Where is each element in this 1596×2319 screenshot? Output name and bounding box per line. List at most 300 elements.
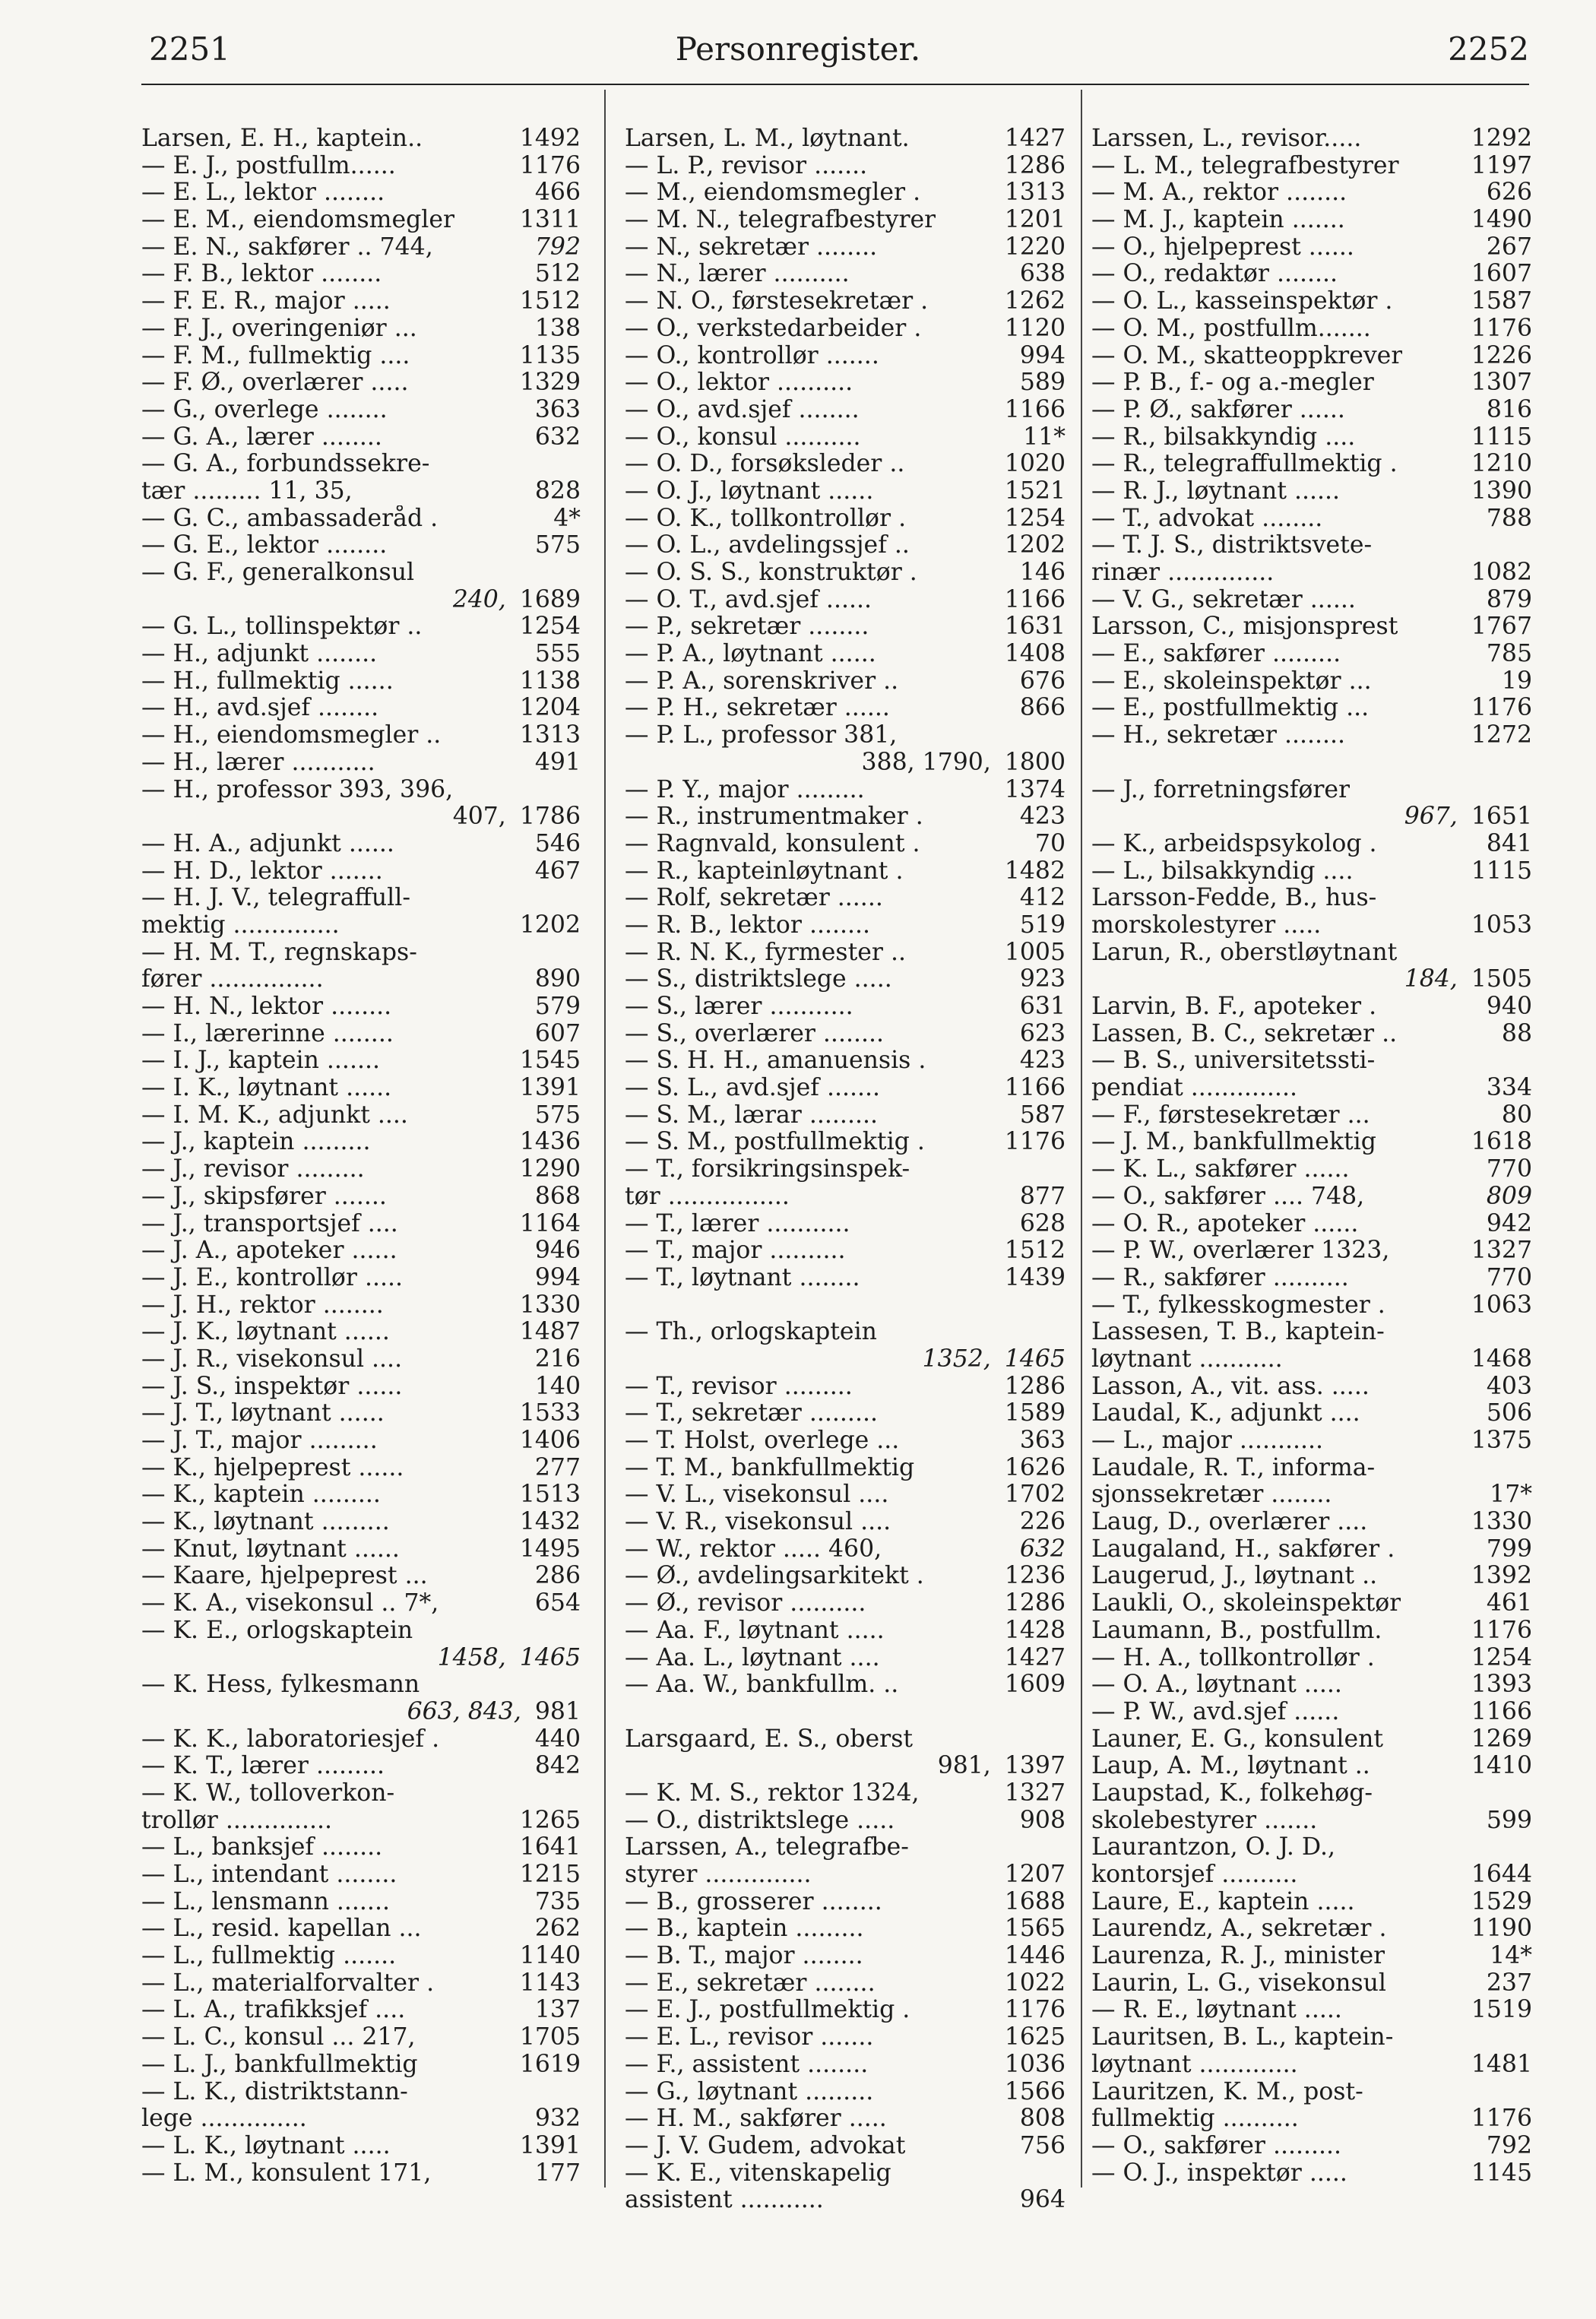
register-entry	[1091, 1943, 1532, 1970]
entry-text: — G. L., tollinspektør ..	[141, 613, 423, 641]
entry-page: 1702	[1004, 1481, 1066, 1509]
register-entry	[625, 559, 1066, 587]
entry-text: — I. K., løytnant ......	[141, 1075, 392, 1102]
entry-page: 676	[1019, 667, 1066, 695]
entry-text: — M. J., kaptein .......	[1091, 207, 1345, 234]
entry-text: — R. J., løytnant ......	[1091, 477, 1341, 505]
register-entry	[141, 261, 581, 288]
entry-text: — I. M. K., adjunkt ....	[141, 1101, 408, 1129]
register-entry	[141, 1319, 581, 1346]
register-entry	[1091, 2051, 1532, 2079]
entry-text: — Ragnvald, konsulent .	[625, 830, 920, 857]
entry-text: — O., sakfører .........	[1091, 2132, 1342, 2159]
left-page-number: 2251	[149, 30, 230, 68]
register-entry	[625, 2105, 1066, 2133]
entry-text: — B., grosserer ........	[625, 1888, 882, 1915]
entry-text: — N. O., førstesekretær .	[625, 288, 929, 315]
entry-text: 388, 1790,	[861, 749, 991, 776]
entry-page: 866	[1019, 694, 1066, 722]
entry-text: — J. M., bankfullmektig	[1091, 1129, 1376, 1156]
entry-page: 519	[1019, 911, 1066, 939]
entry-text: — L., lensmann .......	[141, 1888, 390, 1915]
register-entry	[625, 369, 1066, 397]
entry-text: — G. E., lektor ........	[141, 532, 388, 559]
entry-page: 1519	[1471, 1996, 1532, 2024]
entry-page: 770	[1486, 1155, 1532, 1183]
entry-page: 1390	[1471, 477, 1532, 505]
entry-page: 799	[1486, 1535, 1532, 1563]
register-entry	[141, 1047, 581, 1075]
entry-page: 1053	[1471, 911, 1532, 939]
entry-text: tør ................	[625, 1183, 790, 1210]
register-entry	[1091, 939, 1532, 967]
entry-text: — K. M. S., rektor 1324,	[625, 1779, 920, 1807]
entry-text: Larssen, A., telegrafbe-	[625, 1834, 909, 1861]
entry-page: 1082	[1471, 559, 1532, 586]
register-entry	[625, 1265, 1066, 1292]
register-entry	[625, 1807, 1066, 1835]
register-entry	[1091, 2079, 1532, 2106]
entry-page: 1022	[1004, 1969, 1066, 1997]
entry-page: 1262	[1004, 287, 1066, 315]
register-entry	[1091, 1509, 1532, 1536]
register-entry	[1091, 1211, 1532, 1238]
register-entry	[625, 831, 1066, 858]
entry-text: — L., major ...........	[1091, 1427, 1324, 1454]
entry-text: — K. K., laboratoriesjef .	[141, 1725, 440, 1753]
entry-text: Lassesen, T. B., kaptein-	[1091, 1319, 1385, 1346]
entry-text: — B. T., major ........	[625, 1943, 863, 1970]
register-entry	[141, 1509, 581, 1536]
entry-text: — S., overlærer ........	[625, 1020, 885, 1047]
entry-page: 868	[534, 1182, 581, 1210]
entry-text: Laupstad, K., folkehøg-	[1091, 1779, 1373, 1807]
entry-page: 1166	[1004, 395, 1066, 423]
register-entry	[1091, 559, 1532, 587]
register-entry	[625, 1889, 1066, 1916]
entry-text: — H., eiendomsmegler ..	[141, 722, 442, 749]
register-entry	[141, 2079, 581, 2106]
entry-page: 879	[1486, 585, 1532, 613]
register-entry	[141, 777, 581, 804]
entry-text: — O., lektor ..........	[625, 369, 853, 397]
register-entry	[141, 1346, 581, 1373]
register-entry	[141, 1021, 581, 1048]
entry-text: — P., sekretær ........	[625, 613, 869, 641]
register-entry	[141, 803, 581, 831]
register-entry	[1091, 207, 1532, 234]
entry-page: 1210	[1471, 450, 1532, 478]
entry-text: fullmektig ..........	[1091, 2105, 1299, 2133]
entry-text: — H. N., lektor ........	[141, 993, 392, 1020]
register-entry	[1091, 1671, 1532, 1699]
register-entry	[1091, 125, 1532, 153]
entry-text: — H., professor 393, 396,	[141, 776, 454, 803]
entry-text: — I., lærerinne ........	[141, 1020, 394, 1047]
register-entry	[141, 234, 581, 261]
entry-text: assistent ...........	[625, 2187, 824, 2214]
register-entry	[141, 1889, 581, 1916]
entry-page: 1436	[519, 1128, 581, 1156]
register-entry	[625, 912, 1066, 939]
entry-page: 1197	[1471, 151, 1532, 179]
entry-text: — H., lærer ...........	[141, 749, 375, 776]
entry-page: 1286	[1004, 1372, 1066, 1400]
register-entry	[1091, 1915, 1532, 1943]
entry-text: — M. A., rektor ........	[1091, 179, 1347, 207]
register-entry	[1091, 1319, 1532, 1346]
entry-text: — O. S. S., konstruktør .	[625, 559, 917, 586]
entry-page: 1428	[1004, 1616, 1066, 1644]
register-entry	[1091, 695, 1532, 722]
entry-text: Laup, A. M., løytnant ..	[1091, 1753, 1370, 1780]
register-entry	[141, 1265, 581, 1292]
entry-page: 1410	[1471, 1752, 1532, 1780]
entry-page: 841	[1486, 829, 1532, 857]
register-entry	[625, 1075, 1066, 1102]
entry-page: 1202	[1004, 531, 1066, 559]
register-entry	[1091, 1455, 1532, 1482]
register-entry	[1091, 1645, 1532, 1672]
entry-page: 1201	[1004, 206, 1066, 234]
register-entry	[141, 2051, 581, 2079]
entry-text: — O., hjelpeprest ......	[1091, 233, 1354, 261]
entry-text: Larsson-Fedde, B., hus-	[1091, 885, 1377, 912]
register-entry	[625, 1427, 1066, 1455]
entry-page: 1619	[519, 2050, 581, 2078]
entry-text: — E. M., eiendomsmegler	[141, 207, 455, 234]
register-entry	[625, 1373, 1066, 1401]
register-entry	[141, 858, 581, 885]
entry-page: 1393	[1471, 1671, 1532, 1699]
register-entry	[625, 125, 1066, 153]
header-rule	[141, 84, 1529, 85]
register-entry	[1091, 993, 1532, 1021]
entry-page: 1145	[1471, 2159, 1532, 2187]
entry-page: 216	[534, 1345, 581, 1373]
entry-text: — H., sekretær ........	[1091, 722, 1346, 749]
entry-text: — Aa. W., bankfullm. ..	[625, 1671, 899, 1699]
entry-page: 1307	[1471, 369, 1532, 397]
entry-text: — O., verkstedarbeider .	[625, 315, 922, 342]
entry-text: — K. E., vitenskapelig	[625, 2159, 891, 2187]
register-entry	[1091, 1726, 1532, 1754]
entry-text: — O. D., forsøksleder ..	[625, 451, 905, 478]
entry-text: — F. B., lektor ........	[141, 261, 382, 288]
entry-page: 1176	[1471, 694, 1532, 722]
entry-page: 890	[534, 965, 581, 993]
entry-text: — K. W., tolloverkon-	[141, 1779, 395, 1807]
register-entry	[1091, 1075, 1532, 1102]
register-entry	[1091, 1427, 1532, 1455]
entry-page: 816	[1486, 395, 1532, 423]
entry-page: 140	[534, 1372, 581, 1400]
register-entry	[1091, 1346, 1532, 1373]
register-entry	[141, 587, 581, 614]
entry-text: — K., løytnant .........	[141, 1509, 390, 1536]
entry-page: 599	[1486, 1806, 1532, 1834]
entry-text: Laudale, R. T., informa-	[1091, 1454, 1376, 1481]
entry-text: — R. B., lektor ........	[625, 911, 871, 939]
entry-text: — Kaare, hjelpeprest ...	[141, 1563, 428, 1590]
entry-page: 17*	[1490, 1481, 1532, 1509]
entry-page: 1120	[1004, 314, 1066, 342]
entry-text: — J., transportsjef ....	[141, 1210, 398, 1237]
entry-page: 1374	[1004, 775, 1066, 803]
entry-text: Larsen, L. M., løytnant.	[625, 125, 910, 152]
entry-text: Larsen, E. H., kaptein..	[141, 125, 423, 152]
entry-page: 1176	[1004, 1128, 1066, 1156]
entry-text: — H., fullmektig ......	[141, 667, 394, 695]
entry-text: 663, 843,	[407, 1698, 521, 1725]
register-entry	[141, 1427, 581, 1455]
register-entry	[1091, 749, 1532, 777]
register-entry	[625, 1183, 1066, 1211]
entry-text: 407,	[452, 803, 506, 831]
entry-text: — B. S., universitetssti-	[1091, 1047, 1376, 1075]
entry-page: 1254	[1004, 504, 1066, 532]
entry-text: — L., fullmektig .......	[141, 1943, 397, 1970]
register-entry	[625, 179, 1066, 207]
register-entry	[625, 1943, 1066, 1970]
register-entry	[141, 424, 581, 451]
entry-text: mektig ..............	[141, 911, 340, 939]
entry-page: 908	[1019, 1806, 1066, 1834]
entry-page: 1176	[519, 151, 581, 179]
register-entry	[625, 1156, 1066, 1183]
register-entry	[141, 2160, 581, 2188]
entry-text: fører ...............	[141, 966, 324, 993]
entry-page: 1166	[1004, 1074, 1066, 1102]
register-entry	[141, 1183, 581, 1211]
register-entry	[1091, 641, 1532, 668]
entry-text: — J., kaptein .........	[141, 1129, 371, 1156]
entry-page: 1327	[1004, 1779, 1066, 1807]
entry-page: 1651	[1471, 803, 1532, 831]
entry-text: kontorsjef ..........	[1091, 1861, 1298, 1888]
register-entry	[1091, 1563, 1532, 1590]
entry-page: 412	[1019, 884, 1066, 912]
register-entry	[141, 1861, 581, 1889]
register-entry	[141, 1129, 581, 1156]
entry-page: 1236	[1004, 1562, 1066, 1590]
register-entry	[141, 1753, 581, 1780]
register-entry	[141, 1563, 581, 1590]
entry-text: Laugaland, H., sakfører .	[1091, 1535, 1395, 1563]
register-entry	[1091, 1834, 1532, 1861]
entry-text: — E., sakfører .........	[1091, 641, 1341, 668]
entry-page: 628	[1019, 1209, 1066, 1237]
register-entry	[1091, 1047, 1532, 1075]
entry-page: 626	[1486, 179, 1532, 207]
entry-text: sjonssekretær ........	[1091, 1481, 1332, 1509]
entry-page: 1468	[1471, 1345, 1532, 1373]
entry-text: 1352,	[922, 1345, 991, 1373]
entry-page: 1313	[1004, 179, 1066, 207]
entry-text: — T., major ..........	[625, 1237, 846, 1265]
register-entry	[141, 153, 581, 180]
entry-page: 1432	[519, 1508, 581, 1536]
entry-text: — K., arbeidspsykolog .	[1091, 830, 1377, 857]
register-entry	[1091, 1617, 1532, 1645]
register-entry	[141, 695, 581, 722]
entry-page: 1513	[519, 1481, 581, 1509]
register-entry	[625, 1970, 1066, 1997]
entry-page: 808	[1019, 2105, 1066, 2133]
entry-text: — R., instrumentmaker .	[625, 803, 923, 831]
entry-page: 1135	[519, 341, 581, 369]
register-entry	[625, 587, 1066, 614]
entry-page: 423	[1019, 1047, 1066, 1075]
entry-text: — T., løytnant ........	[625, 1264, 860, 1291]
entry-text: Laugerud, J., løytnant ..	[1091, 1563, 1378, 1590]
entry-page: 267	[1486, 233, 1532, 261]
entry-text: — P. H., sekretær ......	[625, 695, 890, 722]
register-entry	[625, 315, 1066, 343]
register-entry	[1091, 912, 1532, 939]
entry-page: 1290	[519, 1155, 581, 1183]
entry-text: — T., lærer ...........	[625, 1210, 850, 1237]
register-entry	[141, 885, 581, 912]
register-entry	[141, 912, 581, 939]
entry-text: — O. R., apoteker ......	[1091, 1210, 1359, 1237]
entry-page: 1164	[519, 1209, 581, 1237]
register-entry	[141, 559, 581, 587]
entry-page: 1176	[1471, 1616, 1532, 1644]
entry-page: 1427	[1004, 125, 1066, 152]
entry-page: 1330	[519, 1291, 581, 1319]
register-entry	[1091, 831, 1532, 858]
entry-text: — J. R., visekonsul ....	[141, 1345, 403, 1373]
register-entry	[1091, 343, 1532, 370]
register-column-1	[141, 125, 581, 2187]
register-entry	[141, 1590, 581, 1617]
entry-page: 877	[1019, 1182, 1066, 1210]
entry-page: 1800	[1004, 748, 1066, 776]
entry-page: 1490	[1471, 206, 1532, 234]
entry-page: 607	[534, 1019, 581, 1047]
register-entry	[625, 641, 1066, 668]
entry-text: 1458,	[437, 1644, 506, 1671]
entry-text: — H. A., adjunkt ......	[141, 830, 394, 857]
entry-text: skolebestyrer .......	[1091, 1807, 1318, 1834]
register-entry	[141, 478, 581, 505]
entry-page: 942	[1486, 1209, 1532, 1237]
register-entry	[625, 1237, 1066, 1265]
register-entry	[1091, 261, 1532, 288]
entry-page: 1202	[519, 911, 581, 939]
entry-text: — L. K., løytnant .....	[141, 2132, 391, 2159]
entry-page: 842	[534, 1752, 581, 1780]
entry-page: 1220	[1004, 233, 1066, 261]
entry-page: 1607	[1471, 260, 1532, 288]
entry-text: — T. Holst, overlege ...	[625, 1427, 900, 1454]
entry-text: — P. L., professor 381,	[625, 722, 898, 749]
entry-text: pendiat ..............	[1091, 1075, 1297, 1102]
register-entry	[625, 1102, 1066, 1129]
register-column-2	[625, 125, 1066, 2214]
entry-text: — J. T., løytnant ......	[141, 1400, 385, 1427]
register-entry	[1091, 478, 1532, 505]
register-entry	[141, 1780, 581, 1807]
entry-text: Lauritzen, K. M., post-	[1091, 2078, 1363, 2105]
entry-text: — P. A., sorenskriver ..	[625, 667, 899, 695]
register-entry	[1091, 1481, 1532, 1509]
entry-text: 240,	[452, 586, 506, 613]
register-entry	[1091, 1536, 1532, 1563]
register-entry	[141, 722, 581, 749]
entry-text: — E., sekretær ........	[625, 1969, 876, 1997]
entry-text: — T., advokat ........	[1091, 505, 1323, 532]
entry-text: Larun, R., oberstløytnant	[1091, 939, 1398, 966]
entry-page: 1286	[1004, 1589, 1066, 1617]
entry-page: 1327	[1471, 1237, 1532, 1265]
entry-text: — Ø., avdelingsarkitekt .	[625, 1563, 924, 1590]
entry-page: 785	[1486, 640, 1532, 668]
entry-text: Laure, E., kaptein .....	[1091, 1888, 1355, 1915]
register-entry	[1091, 179, 1532, 207]
entry-text: — E. L., revisor .......	[625, 2024, 874, 2051]
entry-page: 467	[534, 857, 581, 885]
entry-page: 792	[534, 233, 581, 261]
entry-text: — O., konsul ..........	[625, 423, 861, 451]
entry-text: — H. D., lektor .......	[141, 857, 383, 885]
register-entry	[625, 885, 1066, 912]
register-entry	[1091, 397, 1532, 424]
entry-text: — T., revisor .........	[625, 1373, 853, 1400]
register-entry	[1091, 1889, 1532, 1916]
entry-text: tær ......... 11, 35,	[141, 477, 353, 505]
entry-text: løytnant .............	[1091, 2051, 1298, 2078]
register-entry	[1091, 885, 1532, 912]
register-entry	[1091, 966, 1532, 993]
entry-page: 1176	[1004, 1996, 1066, 2024]
entry-text: — Aa. L., løytnant ....	[625, 1644, 880, 1671]
entry-page: 1689	[519, 585, 581, 613]
entry-page: 1589	[1004, 1399, 1066, 1427]
entry-page: 1446	[1004, 1942, 1066, 1970]
entry-page: 88	[1501, 1019, 1532, 1047]
entry-page: 1495	[519, 1535, 581, 1563]
entry-page: 1005	[1004, 938, 1066, 966]
entry-page: 1392	[1471, 1562, 1532, 1590]
entry-text: — O. A., løytnant .....	[1091, 1671, 1342, 1699]
register-entry	[625, 1021, 1066, 1048]
entry-text: — Aa. F., løytnant .....	[625, 1617, 885, 1644]
register-entry	[625, 1129, 1066, 1156]
entry-page: 1115	[1471, 857, 1532, 885]
entry-page: 587	[1019, 1101, 1066, 1129]
register-entry	[625, 1047, 1066, 1075]
register-entry	[625, 1211, 1066, 1238]
entry-text: — O., kontrollør .......	[625, 342, 879, 369]
register-entry	[1091, 2024, 1532, 2051]
register-entry	[141, 125, 581, 153]
register-entry	[625, 532, 1066, 559]
register-entry	[625, 1400, 1066, 1427]
entry-page: 146	[1019, 559, 1066, 586]
column-divider	[604, 90, 606, 2188]
entry-page: 440	[534, 1725, 581, 1753]
register-entry	[625, 1645, 1066, 1672]
entry-page: 1176	[1471, 314, 1532, 342]
entry-text: — J., forretningsfører	[1091, 776, 1351, 803]
entry-page: 1292	[1471, 125, 1532, 152]
entry-text: Laug, D., overlærer ....	[1091, 1509, 1368, 1536]
entry-text: — F., førstesekretær ...	[1091, 1101, 1370, 1129]
register-entry	[141, 1455, 581, 1482]
register-entry	[625, 2160, 1066, 2188]
